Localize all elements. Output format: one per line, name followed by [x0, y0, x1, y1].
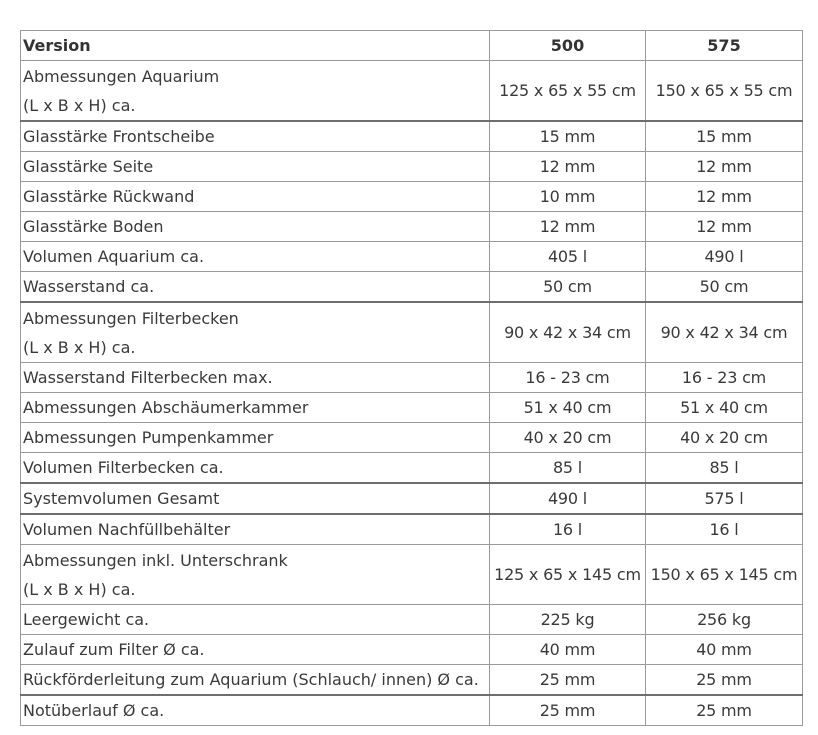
- table-row: [21, 695, 803, 726]
- row-label: Glasstärke Frontscheibe: [21, 121, 490, 152]
- cell-500: 225 kg: [490, 605, 646, 635]
- cell-575: 40 mm: [646, 635, 803, 665]
- cell-500: 12 mm: [490, 152, 646, 182]
- row-label: Rückförderleitung zum Aquarium (Schlauch/ innen) Ø ca.: [21, 665, 490, 696]
- row-label: [21, 545, 490, 605]
- row-label: Abmessungen Pumpenkammer: [21, 423, 490, 453]
- row-label: [21, 61, 490, 122]
- row-label-line: Abmessungen Filterbecken: [23, 308, 239, 328]
- cell-575: 150 x 65 x 55 cm: [646, 61, 803, 122]
- header-500: 500: [490, 31, 646, 61]
- row-label: Glasstärke Rückwand: [21, 182, 490, 212]
- cell-575: 15 mm: [646, 121, 803, 152]
- header-version: Version: [21, 31, 490, 61]
- cell-575: 85 l: [646, 453, 803, 484]
- cell-500: 125 x 65 x 145 cm: [490, 545, 646, 605]
- table-row: [21, 483, 803, 514]
- row-label: Notüberlauf Ø ca.: [21, 695, 490, 726]
- row-label-line: (L x B x H) ca.: [23, 95, 136, 115]
- cell-500: 25 mm: [490, 665, 646, 696]
- table-row: [21, 302, 803, 363]
- cell-500: 85 l: [490, 453, 646, 484]
- cell-575: 16 l: [646, 514, 803, 545]
- table-row: [21, 635, 803, 665]
- cell-500: 16 - 23 cm: [490, 363, 646, 393]
- cell-500: 50 cm: [490, 272, 646, 303]
- cell-575: 51 x 40 cm: [646, 393, 803, 423]
- table-row: [21, 152, 803, 182]
- cell-575: 150 x 65 x 145 cm: [646, 545, 803, 605]
- table-row: [21, 272, 803, 303]
- table-row: [21, 545, 803, 605]
- cell-500: 40 mm: [490, 635, 646, 665]
- cell-575: 50 cm: [646, 272, 803, 303]
- row-label: Zulauf zum Filter Ø ca.: [21, 635, 490, 665]
- cell-575: 25 mm: [646, 695, 803, 726]
- row-label: Glasstärke Boden: [21, 212, 490, 242]
- table-row: [21, 453, 803, 484]
- header-row: [21, 31, 803, 61]
- row-label-line: Abmessungen Aquarium: [23, 66, 220, 86]
- cell-500: 125 x 65 x 55 cm: [490, 61, 646, 122]
- table-row: [21, 182, 803, 212]
- table-row: [21, 393, 803, 423]
- cell-500: 16 l: [490, 514, 646, 545]
- spec-table: [20, 30, 803, 726]
- table-row: [21, 423, 803, 453]
- row-label: Volumen Aquarium ca.: [21, 242, 490, 272]
- row-label: Volumen Nachfüllbehälter: [21, 514, 490, 545]
- row-label-line: (L x B x H) ca.: [23, 337, 136, 357]
- row-label-line: Abmessungen inkl. Unterschrank: [23, 550, 288, 570]
- cell-500: 40 x 20 cm: [490, 423, 646, 453]
- cell-575: 25 mm: [646, 665, 803, 696]
- cell-575: 256 kg: [646, 605, 803, 635]
- table-row: [21, 363, 803, 393]
- cell-500: 25 mm: [490, 695, 646, 726]
- row-label: Wasserstand ca.: [21, 272, 490, 303]
- table-row: [21, 665, 803, 696]
- cell-575: 40 x 20 cm: [646, 423, 803, 453]
- cell-500: 15 mm: [490, 121, 646, 152]
- cell-575: 16 - 23 cm: [646, 363, 803, 393]
- row-label: Systemvolumen Gesamt: [21, 483, 490, 514]
- cell-500: 10 mm: [490, 182, 646, 212]
- row-label-line: (L x B x H) ca.: [23, 579, 136, 599]
- cell-500: 12 mm: [490, 212, 646, 242]
- table-row: [21, 121, 803, 152]
- cell-575: 90 x 42 x 34 cm: [646, 302, 803, 363]
- cell-575: 490 l: [646, 242, 803, 272]
- header-575: 575: [646, 31, 803, 61]
- row-label: Leergewicht ca.: [21, 605, 490, 635]
- table-row: [21, 61, 803, 122]
- cell-500: 51 x 40 cm: [490, 393, 646, 423]
- cell-575: 12 mm: [646, 182, 803, 212]
- row-label: Abmessungen Abschäumerkammer: [21, 393, 490, 423]
- table-row: [21, 212, 803, 242]
- cell-500: 490 l: [490, 483, 646, 514]
- table-row: [21, 605, 803, 635]
- table-row: [21, 242, 803, 272]
- row-label: Wasserstand Filterbecken max.: [21, 363, 490, 393]
- table-row: [21, 514, 803, 545]
- cell-575: 12 mm: [646, 212, 803, 242]
- cell-500: 405 l: [490, 242, 646, 272]
- cell-500: 90 x 42 x 34 cm: [490, 302, 646, 363]
- row-label: [21, 302, 490, 363]
- row-label: Glasstärke Seite: [21, 152, 490, 182]
- cell-575: 12 mm: [646, 152, 803, 182]
- row-label: Volumen Filterbecken ca.: [21, 453, 490, 484]
- cell-575: 575 l: [646, 483, 803, 514]
